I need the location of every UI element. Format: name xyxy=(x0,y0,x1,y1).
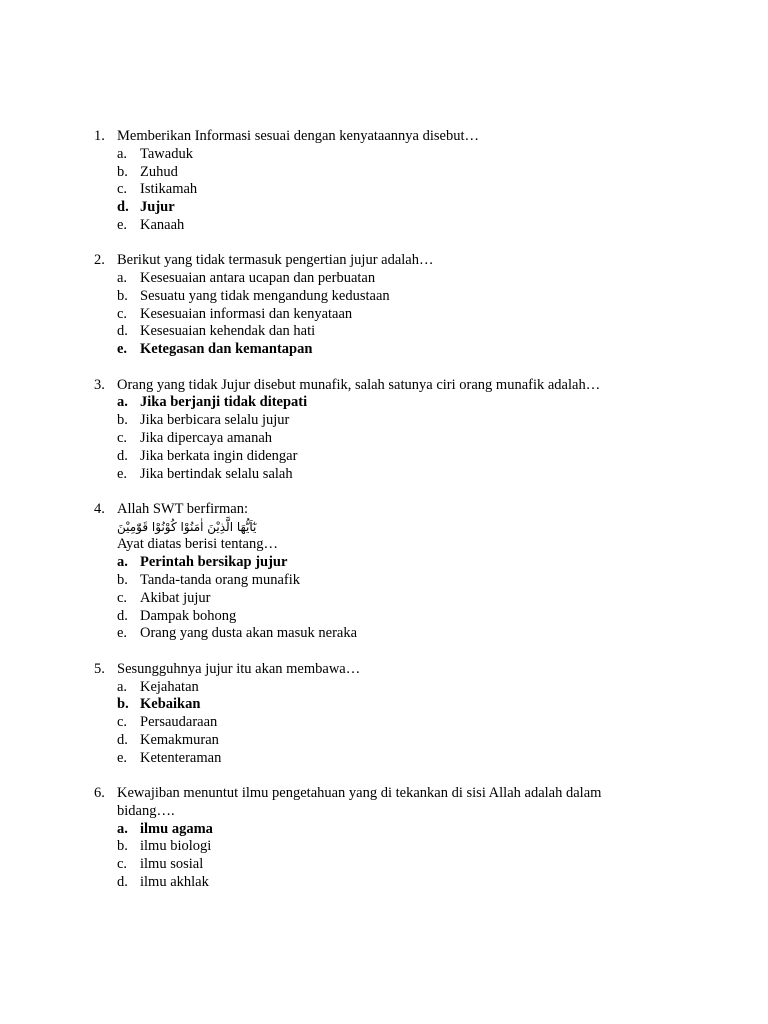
option-text: Dampak bohong xyxy=(140,607,237,624)
question-item xyxy=(94,128,654,235)
answer-option xyxy=(117,448,654,466)
question-row xyxy=(94,501,654,519)
option-letter: c. xyxy=(117,714,128,731)
option-text: Kejahatan xyxy=(140,678,199,695)
option-text: Orang yang dusta akan masuk neraka xyxy=(140,625,358,642)
option-text: ilmu biologi xyxy=(140,838,212,855)
answer-option xyxy=(117,146,654,164)
answer-option xyxy=(117,838,654,856)
option-text: Kebaikan xyxy=(140,696,201,713)
answer-option xyxy=(117,217,654,235)
question-row xyxy=(94,128,654,146)
option-text: Kesesuaian kehendak dan hati xyxy=(140,323,316,340)
option-letter: a. xyxy=(117,554,128,571)
option-text: Jika berkata ingin didengar xyxy=(140,447,298,464)
answer-option xyxy=(117,856,654,874)
option-letter: d. xyxy=(117,323,128,340)
option-list xyxy=(94,270,654,359)
option-letter: c. xyxy=(117,856,128,873)
option-text: Kemakmuran xyxy=(140,731,219,748)
question-number: 2. xyxy=(94,252,105,269)
answer-option xyxy=(117,625,654,643)
option-text: Kesesuaian antara ucapan dan perbuatan xyxy=(140,270,376,287)
arabic-verse: يٰٓاَيُّهَا الَّذِيْنَ اٰمَنُوْا كُوْنُوْا قَوّٰمِيْنَ xyxy=(117,519,257,534)
option-text: ilmu akhlak xyxy=(140,873,209,890)
option-letter: d. xyxy=(117,447,128,464)
question-text: Memberikan Informasi sesuai dengan kenyataannya disebut… xyxy=(117,128,479,144)
option-letter: b. xyxy=(117,838,128,855)
option-text: Ketenteraman xyxy=(140,749,222,766)
question-item xyxy=(94,501,654,643)
option-text: Tanda-tanda orang munafik xyxy=(140,572,301,589)
question-row xyxy=(94,377,654,395)
option-letter: c. xyxy=(117,181,128,198)
question-text: Kewajiban menuntut ilmu pengetahuan yang di tekankan di sisi Allah adalah dalam bidang…. xyxy=(117,785,602,819)
answer-option-correct xyxy=(117,821,654,839)
option-letter: b. xyxy=(117,163,128,180)
option-text: Persaudaraan xyxy=(140,714,218,731)
option-letter: a. xyxy=(117,270,128,287)
option-text: ilmu agama xyxy=(140,820,213,837)
quiz-list xyxy=(94,128,654,909)
question-row xyxy=(94,661,654,679)
question-text: Allah SWT berfirman: xyxy=(117,500,249,517)
option-list xyxy=(94,679,654,768)
option-letter: d. xyxy=(117,607,128,624)
option-letter: e. xyxy=(117,749,128,766)
question-text: Berikut yang tidak termasuk pengertian jujur adalah… xyxy=(117,252,434,269)
answer-option-correct xyxy=(117,341,654,359)
question-item xyxy=(94,377,654,484)
question-text: Orang yang tidak Jujur disebut munafik, salah satunya ciri orang munafik adalah… xyxy=(117,376,601,393)
question-row xyxy=(94,785,654,821)
option-text: Kanaah xyxy=(140,216,185,233)
question-item xyxy=(94,661,654,768)
question-subtext: Ayat diatas berisi tentang… xyxy=(117,536,278,553)
question-number: 6. xyxy=(94,785,105,801)
option-letter: b. xyxy=(117,287,128,304)
option-text: Akibat jujur xyxy=(140,589,211,606)
answer-option xyxy=(117,750,654,768)
question-number: 5. xyxy=(94,660,105,677)
question-row xyxy=(94,252,654,270)
question-number: 4. xyxy=(94,500,105,517)
answer-option xyxy=(117,164,654,182)
option-list xyxy=(94,146,654,235)
question-item xyxy=(94,785,654,892)
answer-option-correct xyxy=(117,696,654,714)
answer-option xyxy=(117,430,654,448)
answer-option xyxy=(117,714,654,732)
answer-option xyxy=(117,306,654,324)
arabic-verse-line xyxy=(94,519,654,537)
option-letter: d. xyxy=(117,873,128,890)
option-text: Jika bertindak selalu salah xyxy=(140,465,293,482)
answer-option xyxy=(117,679,654,697)
option-letter: c. xyxy=(117,305,128,322)
answer-option xyxy=(117,270,654,288)
answer-option xyxy=(117,732,654,750)
option-list xyxy=(94,821,654,892)
answer-option xyxy=(117,590,654,608)
option-text: Kesesuaian informasi dan kenyataan xyxy=(140,305,353,322)
option-letter: a. xyxy=(117,145,128,162)
answer-option-correct xyxy=(117,394,654,412)
option-text: Sesuatu yang tidak mengandung kedustaan xyxy=(140,287,390,304)
answer-option xyxy=(117,181,654,199)
answer-option-correct xyxy=(117,199,654,217)
option-letter: b. xyxy=(117,412,128,429)
option-letter: e. xyxy=(117,341,128,358)
answer-option xyxy=(117,608,654,626)
option-letter: e. xyxy=(117,216,128,233)
option-letter: e. xyxy=(117,465,128,482)
answer-option-correct xyxy=(117,554,654,572)
option-letter: c. xyxy=(117,589,128,606)
option-text: Jika berbicara selalu jujur xyxy=(140,412,290,429)
answer-option xyxy=(117,466,654,484)
question-item xyxy=(94,252,654,359)
answer-option xyxy=(117,412,654,430)
option-letter: c. xyxy=(117,429,128,446)
question-text: Sesungguhnya jujur itu akan membawa… xyxy=(117,660,361,677)
option-letter: a. xyxy=(117,394,128,411)
option-text: Perintah bersikap jujur xyxy=(140,554,288,571)
option-letter: d. xyxy=(117,731,128,748)
option-text: ilmu sosial xyxy=(140,856,204,873)
option-text: Istikamah xyxy=(140,181,198,198)
question-number: 3. xyxy=(94,376,105,393)
option-letter: b. xyxy=(117,572,128,589)
option-list xyxy=(94,394,654,483)
option-text: Ketegasan dan kemantapan xyxy=(140,341,313,358)
option-letter: d. xyxy=(117,199,129,216)
option-letter: a. xyxy=(117,820,128,837)
option-text: Jika berjanji tidak ditepati xyxy=(140,394,308,411)
option-letter: a. xyxy=(117,678,128,695)
option-letter: e. xyxy=(117,625,128,642)
answer-option xyxy=(117,874,654,892)
option-text: Jujur xyxy=(140,199,175,216)
option-letter: b. xyxy=(117,696,129,713)
option-text: Zuhud xyxy=(140,163,178,180)
option-text: Jika dipercaya amanah xyxy=(140,429,273,446)
option-list xyxy=(94,554,654,643)
answer-option xyxy=(117,323,654,341)
question-number: 1. xyxy=(94,128,105,144)
answer-option xyxy=(117,572,654,590)
option-text: Tawaduk xyxy=(140,145,193,162)
answer-option xyxy=(117,288,654,306)
